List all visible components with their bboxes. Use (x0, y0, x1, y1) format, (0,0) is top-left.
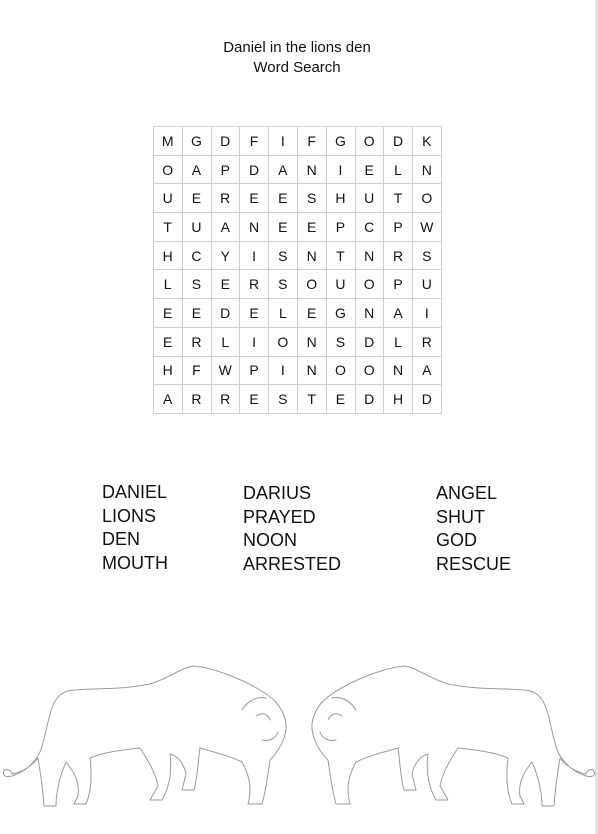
grid-cell: P (240, 357, 269, 386)
grid-cell: D (356, 385, 385, 414)
grid-cell: U (183, 213, 212, 242)
grid-cell: Y (212, 242, 241, 271)
word-search-grid (153, 126, 442, 414)
grid-cell: U (154, 184, 183, 213)
grid-cell: G (327, 299, 356, 328)
word-list-item: GOD (436, 530, 478, 550)
grid-cell: K (413, 127, 442, 156)
word-list-item: ARRESTED (243, 553, 342, 574)
grid-cell: D (212, 299, 241, 328)
grid-cell: I (413, 299, 442, 328)
grid-cell: T (298, 385, 327, 414)
grid-cell: R (413, 328, 442, 357)
grid-cell: O (298, 270, 327, 299)
grid-cell: N (356, 299, 385, 328)
grid-cell: L (269, 299, 298, 328)
grid-cell: H (154, 242, 183, 271)
grid-cell: I (269, 127, 298, 156)
grid-cell: O (269, 328, 298, 357)
grid-cell: N (356, 242, 385, 271)
word-list-item: RESCUE (436, 553, 512, 574)
grid-cell: E (298, 213, 327, 242)
grid-cell: T (154, 213, 183, 242)
grid-cell: T (327, 242, 356, 271)
grid-cell: A (183, 156, 212, 185)
grid-cell: D (240, 156, 269, 185)
grid-cell: S (298, 184, 327, 213)
grid-cell: E (183, 184, 212, 213)
grid-cell: P (384, 213, 413, 242)
lions-illustration (0, 650, 598, 834)
grid-cell: S (413, 242, 442, 271)
grid-cell: I (240, 328, 269, 357)
grid-cell: E (154, 299, 183, 328)
grid-cell: H (384, 385, 413, 414)
grid-cell: L (154, 270, 183, 299)
grid-cell: E (240, 299, 269, 328)
grid-cell: E (269, 213, 298, 242)
grid-cell: E (356, 156, 385, 185)
word-list-item: PRAYED (243, 506, 316, 527)
word-list-item: DEN (102, 529, 141, 549)
grid-cell: S (269, 385, 298, 414)
word-list-item: DANIEL (102, 482, 168, 502)
grid-cell: U (356, 184, 385, 213)
word-list-column-2 (243, 482, 341, 576)
lion-right-outline-icon (312, 666, 595, 806)
grid-cell: A (154, 385, 183, 414)
grid-cell: T (384, 184, 413, 213)
grid-cell: R (212, 184, 241, 213)
grid-cell: O (413, 184, 442, 213)
grid-cell: P (384, 270, 413, 299)
grid-cell: R (183, 328, 212, 357)
grid-cell: W (212, 357, 241, 386)
grid-cell: A (269, 156, 298, 185)
grid-cell: N (384, 357, 413, 386)
grid-cell: P (212, 156, 241, 185)
grid-cell: D (212, 127, 241, 156)
grid-cell: F (298, 127, 327, 156)
grid-cell: S (269, 270, 298, 299)
grid-cell: S (327, 328, 356, 357)
grid-cell: E (212, 270, 241, 299)
grid-cell: F (183, 357, 212, 386)
grid-cell: E (327, 385, 356, 414)
grid-cell: I (240, 242, 269, 271)
word-list-column-3 (436, 482, 511, 576)
word-list-item: LIONS (102, 505, 157, 526)
grid-cell: N (298, 357, 327, 386)
grid-cell: O (356, 127, 385, 156)
grid-cell: D (356, 328, 385, 357)
grid-cell: L (384, 156, 413, 185)
grid-cell: N (298, 328, 327, 357)
grid-cell: L (384, 328, 413, 357)
grid-cell: D (413, 385, 442, 414)
grid-cell: E (240, 385, 269, 414)
word-list-item: MOUTH (102, 552, 168, 573)
grid-cell: M (154, 127, 183, 156)
grid-cell: N (298, 156, 327, 185)
grid-cell: S (183, 270, 212, 299)
grid-cell: R (212, 385, 241, 414)
word-list-item: SHUT (436, 506, 485, 527)
grid-cell: A (212, 213, 241, 242)
grid-cell: E (298, 299, 327, 328)
grid-cell: H (154, 357, 183, 386)
grid-cell: C (183, 242, 212, 271)
grid-cell: S (269, 242, 298, 271)
worksheet-subtitle: Word Search (253, 59, 341, 76)
grid-cell: E (240, 184, 269, 213)
grid-cell: O (327, 357, 356, 386)
grid-cell: H (327, 184, 356, 213)
grid-cell: W (413, 213, 442, 242)
grid-cell: F (240, 127, 269, 156)
grid-cell: I (269, 357, 298, 386)
grid-cell: G (183, 127, 212, 156)
grid-cell: N (298, 242, 327, 271)
grid-cell: C (356, 213, 385, 242)
grid-cell: I (327, 156, 356, 185)
word-list-item: NOON (243, 530, 297, 550)
grid-cell: E (154, 328, 183, 357)
grid-cell: R (240, 270, 269, 299)
grid-cell: N (240, 213, 269, 242)
grid-cell: A (413, 357, 442, 386)
word-list-column-1 (102, 481, 168, 575)
grid-cell: D (384, 127, 413, 156)
grid-cell: A (384, 299, 413, 328)
grid-cell: G (327, 127, 356, 156)
grid-cell: U (413, 270, 442, 299)
grid-cell: N (413, 156, 442, 185)
worksheet-title: Daniel in the lions den (223, 39, 371, 56)
grid-cell: L (212, 328, 241, 357)
grid-cell: E (269, 184, 298, 213)
grid-cell: E (183, 299, 212, 328)
lion-left-outline-icon (3, 666, 286, 806)
grid-cell: O (356, 357, 385, 386)
grid-cell: U (327, 270, 356, 299)
grid-cell: R (384, 242, 413, 271)
word-list-item: ANGEL (436, 483, 498, 503)
grid-cell: O (154, 156, 183, 185)
word-list-item: DARIUS (243, 483, 312, 503)
grid-cell: O (356, 270, 385, 299)
grid-cell: P (327, 213, 356, 242)
grid-cell: R (183, 385, 212, 414)
